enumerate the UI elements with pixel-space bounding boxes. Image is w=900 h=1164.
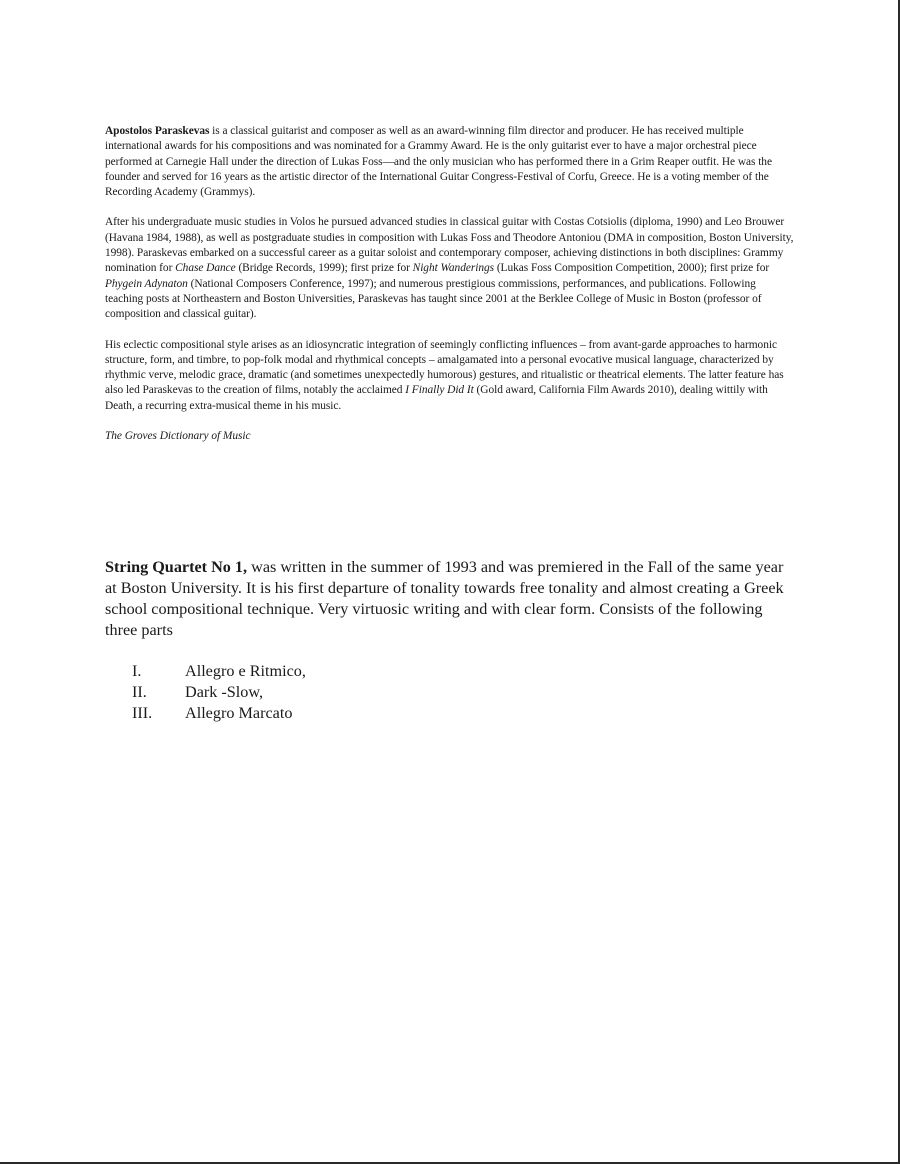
movement-numeral: III.	[132, 704, 153, 722]
bio-paragraph-3-text-a: His eclectic compositional style arises as an idiosyncratic integration of seemingly conflicting influences – from avant-garde approaches to harmonic structure, form, and timbre, to pop-folk modal and rhythmical concepts – amalgamated into a personal evocative musical language, characterized by rhythmic verve, melodic grace, dramatic (and sometimes unexpectedly humorous) gestures, and ritualistic or theatrical elements. The latter feature has also led Paraskevas to the creation of films, notably the acclaimed	[105, 338, 784, 397]
source-citation: The Groves Dictionary of Music	[105, 430, 251, 443]
bio-paragraph-3	[105, 338, 795, 414]
list-item	[105, 661, 795, 682]
work-title-night-wanderings: Night Wanderings	[412, 262, 495, 275]
bio-paragraph-1-text: is a classical guitarist and composer as well as an award-winning film director and producer. He has received multiple international awards for his compositions and was nominated for a Grammy Award. He is the only guitarist ever to have a major orchestral piece performed at Carnegie Hall under the direction of Lukas Foss—and the only musician who has performed there in a Grim Reaper outfit. He was the founder and served for 16 years as the artistic director of the International Guitar Congress-Festival of Corfu, Greece. He is a voting member of the Recording Academy (Grammys).	[105, 125, 772, 199]
quartet-paragraph	[105, 557, 795, 641]
film-title: I Finally Did It	[405, 384, 474, 397]
work-title-chase-dance: Chase Dance	[175, 262, 236, 275]
bio-paragraph-2-text-b: (Bridge Records, 1999); first prize for	[235, 262, 413, 275]
work-title-phygein-adynaton: Phygein Adynaton	[105, 277, 188, 290]
bio-paragraph-2-text-c: (Lukas Foss Composition Competition, 2000); first prize for	[494, 262, 770, 275]
bio-paragraph-1	[105, 124, 795, 200]
quartet-text: was written in the summer of 1993 and was premiered in the Fall of the same year at Boston University. It is his first departure of tonality towards free tonality and almost creating a Greek school compositional technique. Very virtuosic writing and with clear form. Consists of the following three parts	[105, 558, 784, 639]
movement-name: Allegro e Ritmico,	[185, 662, 306, 680]
composer-name: Apostolos Paraskevas	[105, 125, 210, 137]
bio-paragraph-2	[105, 215, 795, 322]
movement-name: Allegro Marcato	[185, 704, 293, 722]
list-item	[105, 703, 795, 724]
composer-biography	[105, 124, 795, 459]
movement-list	[105, 661, 795, 724]
movement-numeral: II.	[132, 683, 147, 701]
string-quartet-description	[105, 557, 795, 724]
movement-name: Dark -Slow,	[185, 683, 264, 701]
list-item	[105, 682, 795, 703]
bio-paragraph-2-text-d: (National Composers Conference, 1997); and numerous prestigious commissions, performances, and publications. Following teaching posts at Northeastern and Boston Universities, Paraskevas has taught since 2001 at the Berklee College of Music in Boston (professor of composition and classical guitar).	[105, 277, 762, 321]
bio-paragraph-2-text-a: After his undergraduate music studies in Volos he pursued advanced studies in classical guitar with Costas Cotsiolis (diploma, 1990) and Leo Brouwer (Havana 1984, 1988), as well as postgraduate studies in composition with Lukas Foss and Theodore Antoniou (DMA in composition, Boston University, 1998). Paraskevas embarked on a successful career as a guitar soloist and contemporary composer, achieving distinctions in both disciplines: Grammy nomination for	[105, 216, 794, 275]
quartet-title: String Quartet No 1,	[105, 558, 248, 576]
bio-paragraph-3-text-b: (Gold award, California Film Awards 2010), dealing wittily with Death, a recurring extra-musical theme in his music.	[105, 384, 768, 412]
movement-numeral: I.	[132, 662, 142, 680]
